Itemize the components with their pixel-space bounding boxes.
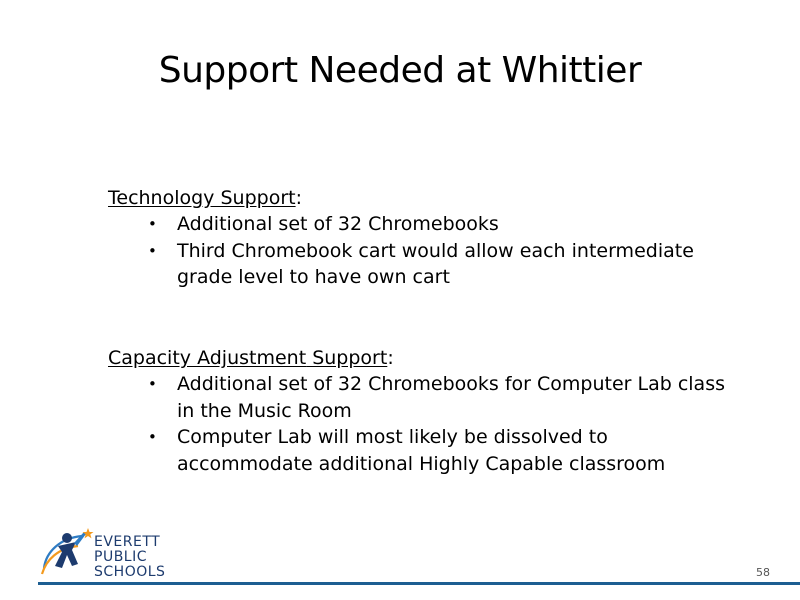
heading-technology-colon: : <box>295 187 302 209</box>
logo-line-everett: EVERETT <box>94 534 161 550</box>
list-item <box>108 371 748 424</box>
list-item <box>108 424 748 477</box>
everett-public-schools-logo <box>38 524 188 584</box>
page-number: 58 <box>756 566 770 579</box>
heading-capacity-support: Support <box>306 347 388 369</box>
list-item <box>108 211 748 238</box>
bullet-text: Additional set of 32 Chromebooks for Computer Lab class in the Music Room <box>177 373 725 422</box>
logo-line-public: PUBLIC <box>94 549 147 565</box>
logo-wordmark <box>94 535 165 580</box>
bullet-icon: • <box>148 375 157 393</box>
logo-line-schools: SCHOOLS <box>94 564 166 580</box>
capacity-bullet-list <box>108 371 748 477</box>
slide-title: Support Needed at Whittier <box>158 50 642 91</box>
capacity-adjustment-section <box>108 345 748 477</box>
bullet-icon: • <box>148 241 157 260</box>
technology-support-section <box>108 185 748 291</box>
footer-rule <box>38 582 800 585</box>
heading-technology-label: Technology Support <box>108 187 296 209</box>
bullet-icon: • <box>148 215 157 233</box>
bullet-text: Additional set of 32 Chromebooks <box>177 213 499 235</box>
section-heading-capacity <box>108 345 748 371</box>
technology-bullet-list <box>108 211 748 291</box>
bullet-icon: • <box>148 428 157 446</box>
bullet-text: Computer Lab will most likely be dissolved to accommodate additional Highly Capable classroom <box>177 426 666 475</box>
bullet-text: Third Chromebook cart would allow each intermediate grade level to have own cart <box>177 239 694 288</box>
section-heading-technology <box>108 185 748 211</box>
heading-capacity-colon: : <box>387 347 394 369</box>
list-item <box>108 238 748 291</box>
heading-capacity-label: Capacity Adjustment <box>108 347 307 369</box>
running-figure-logo-icon <box>38 524 98 584</box>
